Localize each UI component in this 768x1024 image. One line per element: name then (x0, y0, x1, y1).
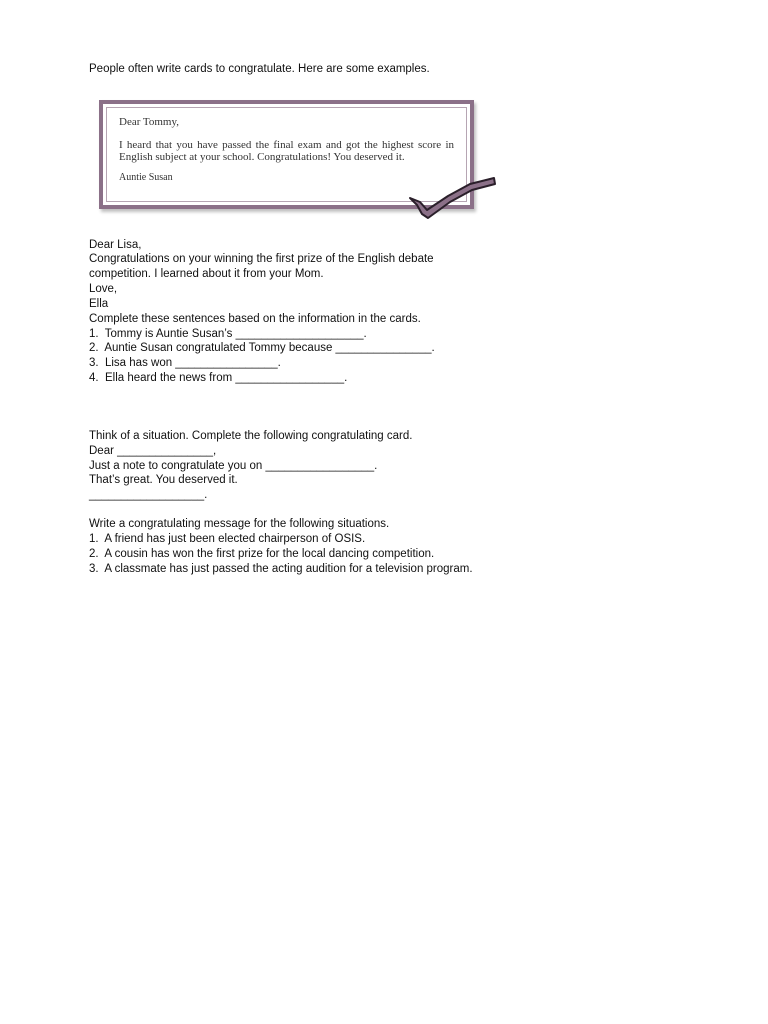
checkmark-icon (408, 174, 500, 222)
card-signature: Auntie Susan (119, 171, 173, 183)
exercise2-instruction: Think of a situation. Complete the following congratulating card. (89, 430, 413, 442)
exercise3-item: 1. A friend has just been elected chairperson of OSIS. (89, 533, 366, 545)
exercise3-item: 3. A classmate has just passed the acting audition for a television program. (89, 563, 473, 575)
letter-greeting: Dear Lisa, (89, 239, 142, 251)
exercise1-instruction: Complete these sentences based on the information in the cards. (89, 313, 421, 325)
exercise1-item: 2. Auntie Susan congratulated Tommy because _______________. (89, 342, 435, 354)
letter-body-line-2: competition. I learned about it from your Mom. (89, 268, 324, 280)
exercise2-line: That’s great. You deserved it. (89, 474, 238, 486)
letter-closing: Love, (89, 283, 118, 295)
exercise3-item: 2. A cousin has won the first prize for the local dancing competition. (89, 548, 435, 560)
card-body: I heard that you have passed the final exam and got the highest score in English subject at your school. Congratulations! You deserved it. (119, 138, 454, 163)
intro-text: People often write cards to congratulate. Here are some examples. (89, 63, 430, 75)
exercise1-item: 3. Lisa has won ________________. (89, 357, 281, 369)
letter-signature: Ella (89, 298, 109, 310)
exercise1-item: 4. Ella heard the news from _________________. (89, 372, 348, 384)
exercise2-line: __________________. (89, 489, 208, 501)
exercise3-instruction: Write a congratulating message for the following situations. (89, 518, 390, 530)
exercise2-line: Just a note to congratulate you on _________________. (89, 460, 378, 472)
card-greeting: Dear Tommy, (119, 116, 180, 128)
exercise2-line: Dear _______________, (89, 445, 217, 457)
letter-body-line-1: Congratulations on your winning the first prize of the English debate (89, 253, 434, 265)
exercise1-item: 1. Tommy is Auntie Susan’s ____________________. (89, 328, 367, 340)
